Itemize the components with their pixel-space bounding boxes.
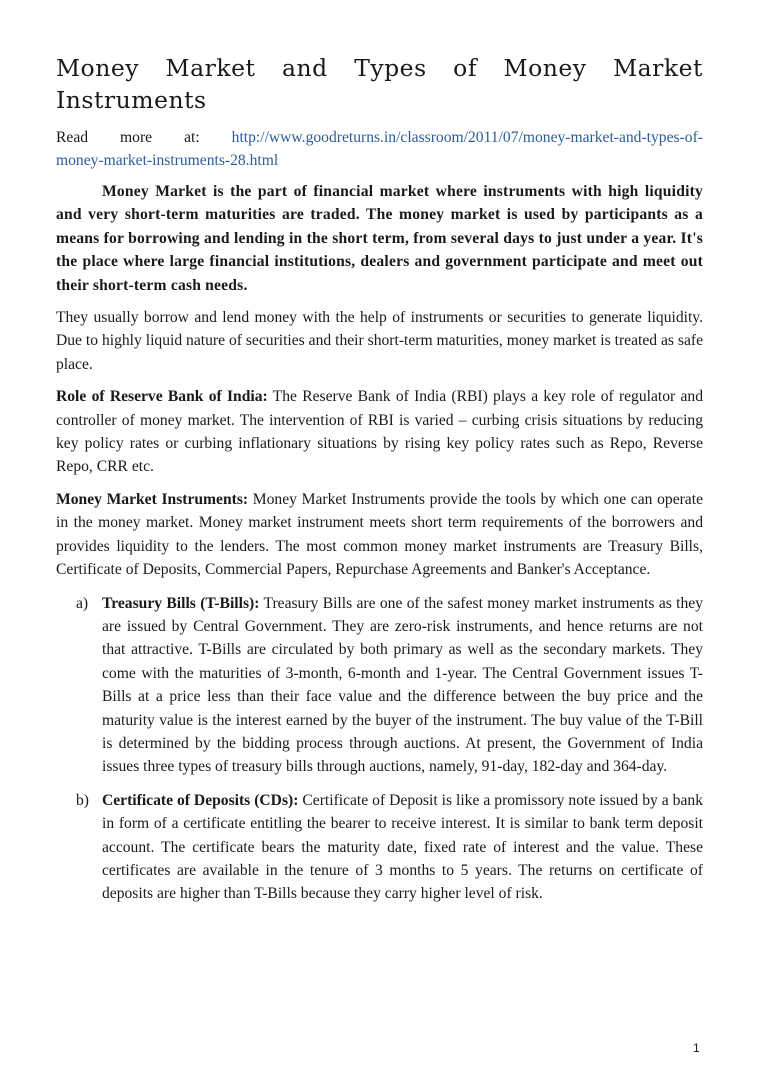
more-label: more xyxy=(120,129,153,146)
title-word: Market xyxy=(613,54,703,82)
page-number: 1 xyxy=(693,1041,700,1055)
rbi-label: Role of Reserve Bank of India: xyxy=(56,388,268,406)
list-marker: b) xyxy=(76,791,89,809)
read-more-line xyxy=(56,126,703,172)
intro-paragraph: Money Market is the part of financial market where instruments with high liquidity and very short-term maturities are traded. The money market is used by participants as a means for borrowing and lending in the short term, from several days to just under a year. It's the place where large financial institutions, dealers and government participate and meet out their short-term cash needs. xyxy=(56,183,703,294)
title-word: Money xyxy=(56,54,140,82)
list-item-treasury-bills xyxy=(56,592,703,779)
title-line-1 xyxy=(56,52,703,84)
item-text: Certificate of Deposit is like a promissory note issued by a bank in form of a certificate entitling the bearer to receive interest. It is similar to bank term deposit account. The certificate bears the maturity date, fixed rate of interest and the value. These certificates are available in the tenure of 3 months to 5 years. The returns on certificate of deposits are higher than T-Bills because they carry higher level of risk. xyxy=(102,791,703,903)
title-word: Money xyxy=(503,54,587,82)
rbi-text: The Reserve Bank of India (RBI) plays a key role of regulator and controller of money market. The intervention of RBI is varied – curbing crisis situations by reducing key policy rates or curbing inflationary situations by rising key policy rates such as Repo, Reverse Repo, CRR etc. xyxy=(56,388,704,476)
instrument-list xyxy=(56,592,703,906)
at-label: at: xyxy=(184,129,200,146)
item-label: Treasury Bills (T-Bills): xyxy=(102,594,260,612)
page-title xyxy=(56,52,703,116)
list-item-certificate-of-deposits xyxy=(56,789,703,906)
instruments-label: Money Market Instruments: xyxy=(56,490,249,508)
title-word: Market xyxy=(165,54,256,82)
rbi-paragraph xyxy=(56,385,703,479)
title-word: of xyxy=(453,54,478,82)
instruments-text: Money Market Instruments provide the tools by which one can operate in the money market. Money market instrument meets short term requirements of the borrowers and provides liquidity to the lenders. The most common money market instruments are Treasury Bills, Certificate of Deposits, Commercial Papers, Repurchase Agreements and Banker's Acceptance. xyxy=(56,490,703,579)
item-label: Certificate of Deposits (CDs): xyxy=(102,791,299,809)
source-link-part-2[interactable]: money-market-instruments-28.html xyxy=(56,152,279,169)
document-page xyxy=(56,52,703,916)
liquidity-paragraph: They usually borrow and lend money with the help of instruments or securities to generate liquidity. Due to highly liquid nature of securities and their short-term maturities, money market is treated as safe place. xyxy=(56,309,703,373)
list-marker: a) xyxy=(76,594,89,612)
title-word: and xyxy=(281,54,328,82)
source-link-part-1[interactable]: http://www.goodreturns.in/classroom/2011/07/money-market-and-types-of- xyxy=(231,129,703,146)
read-label: Read xyxy=(56,129,89,146)
title-word: Types xyxy=(354,54,427,82)
instruments-paragraph xyxy=(56,488,703,582)
title-line-2: Instruments xyxy=(56,86,207,114)
item-text: Treasury Bills are one of the safest money market instruments as they are issued by Central Government. They are zero-risk instruments, and hence returns are not that attractive. T-Bills are circulated by both primary as well as the secondary markets. They come with the maturities of 3-month, 6-month and 1-year. The Central Government issues T-Bills at a price less than their face value and the difference between the buy price and the maturity value is the interest earned by the buyer of the instrument. The buy value of the T-Bill is determined by the bidding process through auctions. At present, the Government of India issues three types of treasury bills through auctions, namely, 91-day, 182-day and 364-day. xyxy=(102,594,703,776)
